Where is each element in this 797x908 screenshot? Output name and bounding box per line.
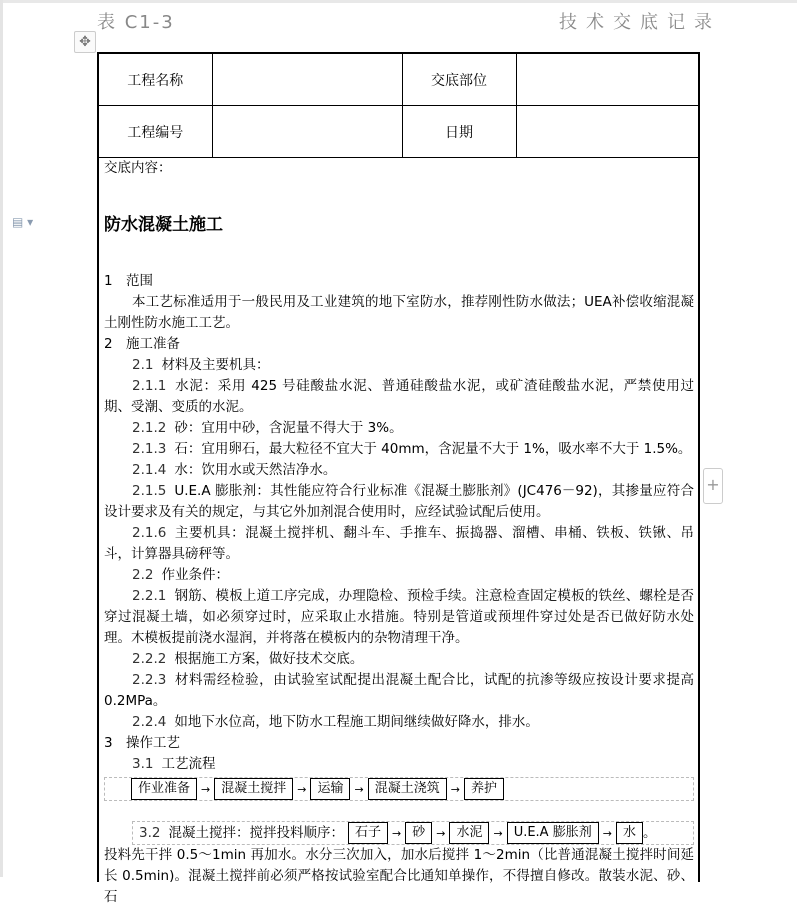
project-name-field[interactable] — [212, 54, 402, 106]
item-number: 2.1.4 — [132, 462, 167, 478]
flow-step: 水 — [616, 822, 643, 844]
item-2-1-3 — [104, 439, 694, 460]
section-title: 操作工艺 — [126, 735, 180, 751]
mix-order-flow — [132, 821, 694, 845]
section-3-2-lead — [139, 823, 344, 844]
form-title: 技术交底记录 — [559, 12, 721, 33]
item-2-1-1 — [104, 376, 694, 418]
item-2-1-2 — [104, 418, 694, 439]
item-number: 2.2.3 — [132, 672, 167, 688]
mix-end: 。 — [642, 824, 657, 841]
item-number: 2.1 — [132, 357, 154, 373]
item-number: 2.2.1 — [132, 588, 167, 604]
item-text: 水：饮用水或天然洁净水。 — [174, 462, 337, 478]
item-text: 石：宜用卵石，最大粒径不宜大于 40mm，含泥量不大于 1%，吸水率不大于 1.5%。 — [174, 441, 692, 457]
flow-step: 运输 — [310, 778, 350, 800]
item-text: 混凝土搅拌：搅拌投料顺序： — [168, 824, 344, 841]
item-2-1-6 — [104, 523, 694, 565]
flow-step: 混凝土搅拌 — [214, 778, 293, 800]
flow-step: 作业准备 — [131, 778, 197, 800]
flow-step: 养护 — [464, 778, 504, 800]
item-2-2-1 — [104, 586, 694, 649]
process-flow — [104, 777, 694, 801]
project-name-label: 工程名称 — [99, 54, 212, 106]
content-label: 交底内容： — [104, 160, 172, 176]
doc-title: 防水混凝土施工 — [104, 215, 223, 235]
item-text: 钢筋、模板上道工序完成，办理隐检、预检手续。注意检查固定模板的铁丝、螺栓是否穿过混凝土墙，如必须穿过时，应采取止水措施。特别是管道或预埋件穿过处是否已做好防水处理。木模板提前浇水湿润，并将落在模板内的杂物清理干净。 — [104, 588, 694, 646]
flow-step: 砂 — [405, 822, 432, 844]
arrow-icon: → — [201, 782, 211, 796]
section-title: 施工准备 — [126, 336, 180, 352]
item-text: 工艺流程 — [161, 756, 216, 772]
arrow-icon: → — [392, 826, 402, 840]
flow-step: U.E.A 膨胀剂 — [507, 822, 599, 844]
item-text: U.E.A 膨胀剂：其性能应符合行业标准《混凝土膨胀剂》(JC476－92)，其掺量应符合设计要求及有关的规定，与其它外加剂混合使用时，应经试验试配后使用。 — [104, 483, 694, 520]
section-1-text: 本工艺标准适用于一般民用及工业建筑的地下室防水，推荐刚性防水做法；UEA补偿收缩混凝土刚性防水施工工艺。 — [104, 294, 694, 331]
arrow-icon: → — [297, 782, 307, 796]
table-move-handle-icon[interactable]: ✥ — [74, 31, 96, 53]
flow-step: 混凝土浇筑 — [368, 778, 447, 800]
technical-disclosure-form — [97, 52, 700, 905]
section-1-heading — [104, 271, 694, 292]
arrow-icon: → — [602, 826, 612, 840]
project-no-label: 工程编号 — [99, 106, 212, 158]
section-2-heading — [104, 334, 694, 355]
item-2-1-5 — [104, 481, 694, 523]
item-number: 2.1.2 — [132, 420, 167, 436]
meta-table — [99, 54, 698, 158]
project-no-field[interactable] — [212, 106, 402, 158]
item-text: 材料及主要机具： — [161, 357, 270, 373]
location-label: 交底部位 — [402, 54, 516, 106]
flow-step: 石子 — [348, 822, 388, 844]
item-number: 3.1 — [132, 756, 154, 772]
section-number: 2 — [104, 336, 113, 352]
date-label: 日期 — [402, 106, 516, 158]
item-text: 如地下水位高，地下防水工程施工期间继续做好降水，排水。 — [174, 714, 539, 730]
item-text: 主要机具：混凝土搅拌机、翻斗车、手推车、振捣器、溜槽、串桶、铁板、铁锹、吊斗，计算器具磅秤等。 — [104, 525, 694, 562]
item-number: 2.1.6 — [132, 525, 167, 541]
add-plus-icon[interactable]: + — [703, 468, 723, 504]
item-text: 水泥：采用 425 号硅酸盐水泥、普通硅酸盐水泥，或矿渣硅酸盐水泥，严禁使用过期、受潮、变质的水泥。 — [104, 378, 694, 415]
item-2-2-2 — [104, 649, 694, 670]
location-field[interactable] — [516, 54, 698, 106]
section-title: 范围 — [126, 273, 153, 289]
arrow-icon: → — [354, 782, 364, 796]
date-field[interactable] — [516, 106, 698, 158]
section-number: 1 — [104, 273, 113, 289]
item-number: 2.1.3 — [132, 441, 167, 457]
top-edge — [0, 0, 797, 3]
item-number: 2.1.1 — [132, 378, 167, 394]
item-text: 材料需经检验，由试验室试配提出混凝土配合比，试配的抗渗等级应按设计要求提高 0.2MPa。 — [104, 672, 694, 709]
item-2-1 — [104, 355, 694, 376]
section-3-1 — [104, 754, 694, 775]
section-number: 3 — [104, 735, 113, 751]
disclosure-content[interactable] — [99, 158, 698, 908]
item-number: 2.2.2 — [132, 651, 167, 667]
item-text: 砂：宜用中砂，含泥量不得大于 3%。 — [174, 420, 403, 436]
flow-step: 水泥 — [449, 822, 489, 844]
document-icon[interactable]: ▤ ▾ — [12, 215, 34, 229]
arrow-icon: → — [493, 826, 503, 840]
section-2-items — [104, 355, 694, 733]
item-2-2 — [104, 565, 694, 586]
item-2-2-3 — [104, 670, 694, 712]
arrow-icon: → — [436, 826, 446, 840]
section-3-heading — [104, 733, 694, 754]
section-3-2-text: 投料先干拌 0.5～1min 再加水。水分三次加入，加水后搅拌 1～2min（比普通混凝土搅拌时间延长 0.5min)。混凝土搅拌前必须严格按试验室配合比通知单操作，不得擅自修改。散装水泥、砂、石 — [104, 847, 694, 905]
item-number: 2.1.5 — [132, 483, 167, 499]
item-2-1-4 — [104, 460, 694, 481]
item-number: 2.2.4 — [132, 714, 167, 730]
form-code: 表 C1-3 — [97, 12, 175, 33]
item-text: 作业条件： — [161, 567, 229, 583]
item-text: 根据施工方案，做好技术交底。 — [174, 651, 364, 667]
item-number: 2.2 — [132, 567, 154, 583]
left-edge — [0, 0, 3, 877]
arrow-icon: → — [450, 782, 460, 796]
item-2-2-4 — [104, 712, 694, 733]
item-number: 3.2 — [139, 824, 161, 841]
